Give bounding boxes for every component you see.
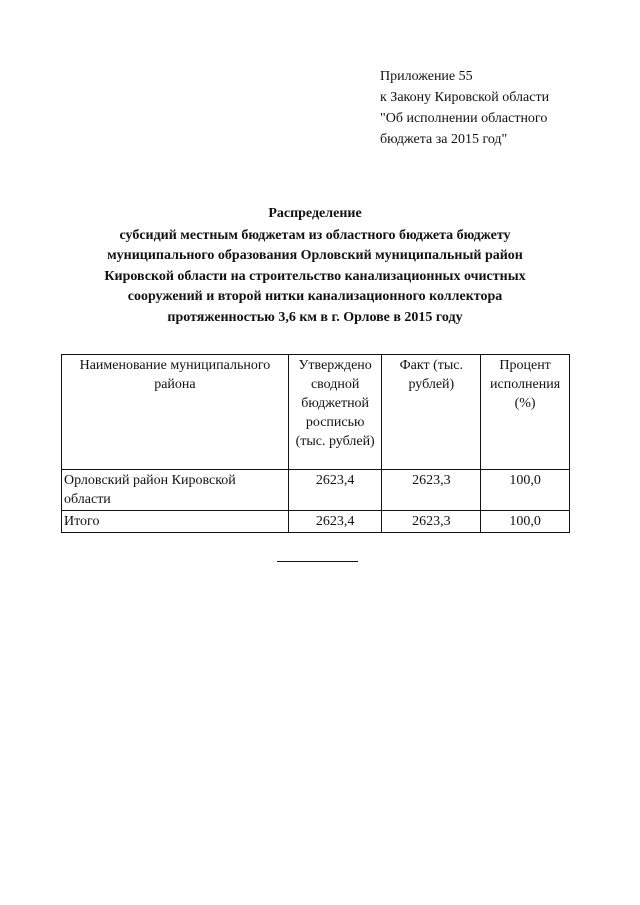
closing-rule [277, 561, 358, 562]
table-header-row [62, 355, 570, 470]
document-title [60, 204, 570, 328]
row-percent: 100,0 [481, 470, 570, 511]
appendix-line-1: Приложение 55 [380, 69, 473, 84]
table-row [62, 470, 570, 511]
header-percent: Процент исполнения (%) [481, 355, 570, 470]
table-total-row [62, 511, 570, 533]
appendix-line-3: "Об исполнении областного [380, 111, 548, 126]
title-line-1: Распределение [268, 206, 362, 221]
title-line-6: протяженностью 3,6 км в г. Орлове в 2015 году [167, 309, 463, 325]
row-name: Орловский район Кировской области [62, 470, 289, 511]
header-fact: Факт (тыс. рублей) [382, 355, 481, 470]
appendix-line-4: бюджета за 2015 год" [380, 132, 508, 147]
total-name: Итого [62, 511, 289, 533]
appendix-header [380, 66, 620, 150]
title-line-3: муниципального образования Орловский муниципальный район [107, 248, 523, 263]
row-approved: 2623,4 [288, 470, 382, 511]
appendix-line-2: к Закону Кировской области [380, 90, 550, 105]
title-line-2: субсидий местным бюджетам из областного бюджета бюджету [119, 227, 511, 243]
title-line-5: сооружений и второй нитки канализационного коллектора [127, 289, 503, 304]
title-line-4: Кировской области на строительство канализационных очистных [104, 268, 526, 284]
row-fact: 2623,3 [382, 470, 481, 511]
header-name: Наименование муниципального района [62, 355, 289, 470]
total-fact: 2623,3 [382, 511, 481, 533]
subsidy-table [61, 354, 570, 533]
total-percent: 100,0 [481, 511, 570, 533]
header-approved: Утверждено сводной бюджетной росписью (тыс. рублей) [288, 355, 382, 470]
total-approved: 2623,4 [288, 511, 382, 533]
